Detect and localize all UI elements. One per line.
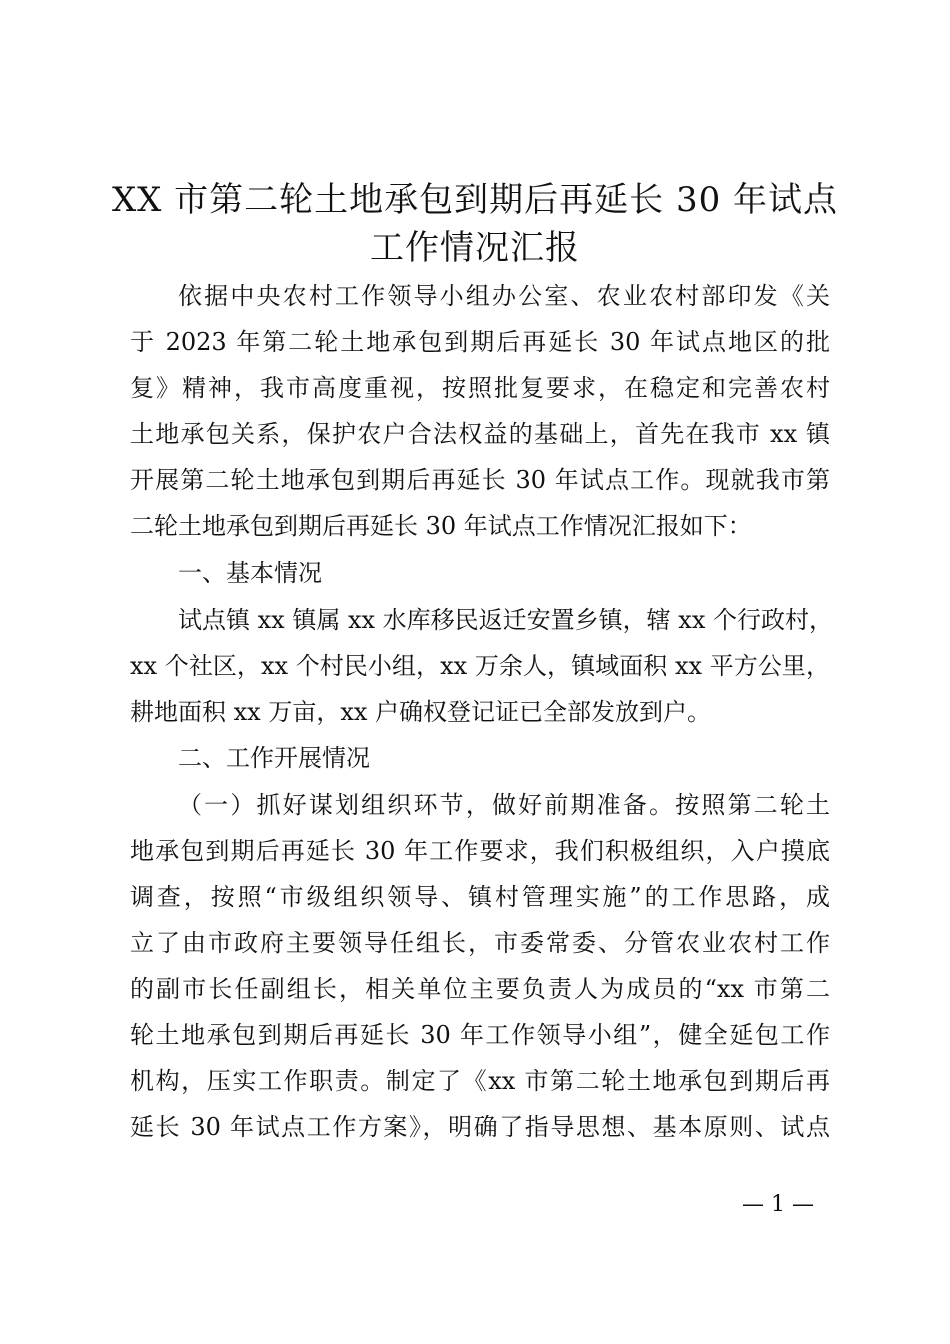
intro-line: 复》精神，我市高度重视，按照批复要求，在稳定和完善农村 <box>130 374 830 402</box>
intro-line: 于 2023 年第二轮土地承包到期后再延长 30 年试点地区的批 <box>130 328 830 356</box>
document-title-line-1: XX 市第二轮土地承包到期后再延长 30 年试点 <box>111 180 839 220</box>
section-heading-work: 二、工作开展情况 <box>178 744 370 772</box>
document-title-line-2: 工作情况汇报 <box>370 228 580 268</box>
section2-line: 轮土地承包到期后再延长 30 年工作领导小组”，健全延包工作 <box>130 1021 830 1049</box>
intro-line: 依据中央农村工作领导小组办公室、农业农村部印发《关 <box>178 282 830 310</box>
section1-line: xx 个社区，xx 个村民小组，xx 万余人，镇域面积 xx 平方公里， <box>130 652 830 680</box>
section1-line: 耕地面积 xx 万亩，xx 户确权登记证已全部发放到户。 <box>130 698 712 726</box>
section2-line: 的副市长任副组长，相关单位主要负责人为成员的“xx 市第二 <box>130 975 830 1003</box>
intro-line: 开展第二轮土地承包到期后再延长 30 年试点工作。现就我市第 <box>130 466 830 494</box>
section2-line: 延长 30 年试点工作方案》，明确了指导思想、基本原则、试点 <box>130 1113 830 1141</box>
section2-line: 机构，压实工作职责。制定了《xx 市第二轮土地承包到期后再 <box>130 1067 830 1095</box>
page-number: — 1 — <box>742 1192 814 1217</box>
intro-line: 土地承包关系，保护农户合法权益的基础上，首先在我市 xx 镇 <box>130 420 830 448</box>
section2-line: 调查，按照“市级组织领导、镇村管理实施”的工作思路，成 <box>130 883 830 911</box>
intro-line: 二轮土地承包到期后再延长 30 年试点工作情况汇报如下： <box>130 512 752 540</box>
section2-line: （一）抓好谋划组织环节，做好前期准备。按照第二轮土 <box>178 791 830 819</box>
section2-line: 立了由市政府主要领导任组长，市委常委、分管农业农村工作 <box>130 929 830 957</box>
section2-line: 地承包到期后再延长 30 年工作要求，我们积极组织，入户摸底 <box>130 837 830 865</box>
section-heading-basic: 一、基本情况 <box>178 559 322 587</box>
section1-line: 试点镇 xx 镇属 xx 水库移民返迁安置乡镇，辖 xx 个行政村， <box>178 606 833 634</box>
